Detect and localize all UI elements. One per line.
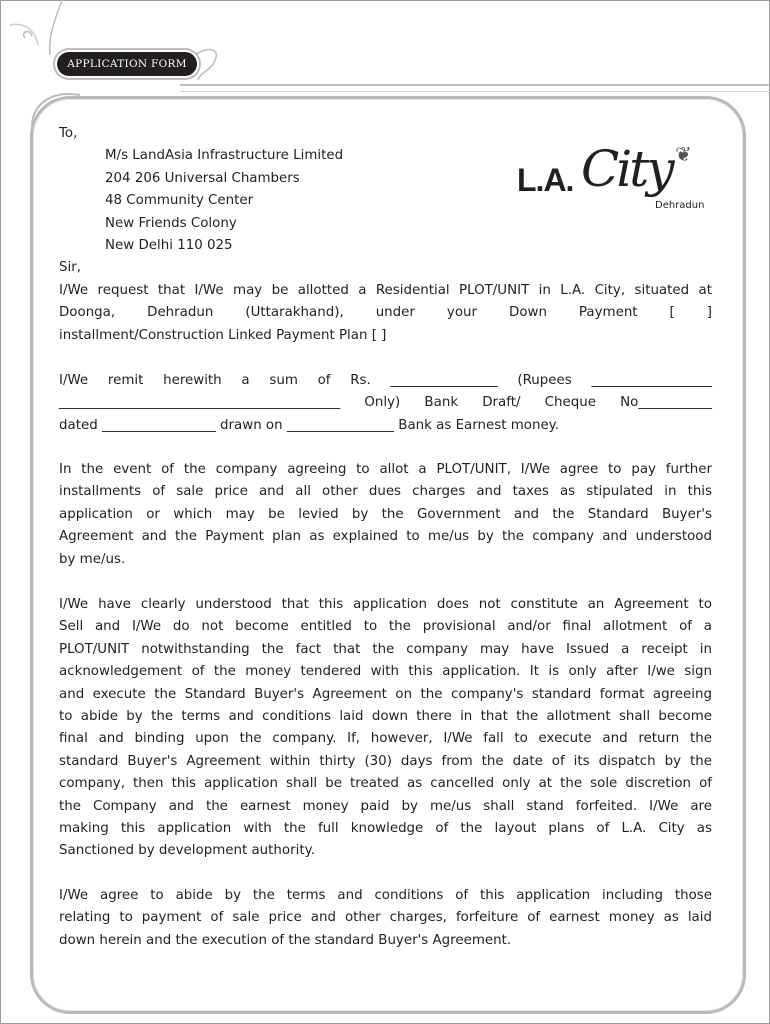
paragraph-understanding xyxy=(59,594,712,863)
text-line: relating to payment of sale price and other charges, forfeiture of earnest money as laid xyxy=(59,910,712,926)
address-line: M/s LandAsia Infrastructure Limited xyxy=(105,148,344,164)
text-line: Agreement and the Payment plan as explained to me/us by the company and understood xyxy=(59,529,712,545)
text-line: the Company and the earnest money paid by me/us shall stand forfeited. I/We are xyxy=(59,798,712,814)
text-line: installments of sale price and all other dues charges and taxes as stipulated in this xyxy=(59,484,712,500)
butterfly-icon: ❦ xyxy=(675,142,692,166)
address-block xyxy=(59,123,712,280)
text-line: final and binding upon the company. If, however, I/We fall to execute and return the xyxy=(59,731,712,747)
text-line: In the event of the company agreeing to allot a PLOT/UNIT, I/We agree to pay further xyxy=(59,462,712,477)
address-line: 204 206 Universal Chambers xyxy=(105,170,300,186)
address-line: New Delhi 110 025 xyxy=(105,238,233,254)
logo-location: Dehradun xyxy=(655,200,705,211)
text-line: Doonga, Dehradun (Uttarakhand), under your Down Payment [ ] xyxy=(59,305,712,321)
paragraph-remittance xyxy=(59,370,712,437)
text-line: Sanctioned by development authority. xyxy=(59,843,315,859)
form-title-badge: APPLICATION FORM xyxy=(57,52,197,76)
text-line: installment/Construction Linked Payment Plan [ ] xyxy=(59,327,387,343)
greeting: Sir, xyxy=(59,260,81,276)
paragraph-installments xyxy=(59,459,712,571)
paragraph-request xyxy=(59,280,712,347)
text-line: I/We request that I/We may be allotted a Residential PLOT/UNIT in L.A. City, situated at xyxy=(59,283,712,298)
text-line: Sell and I/We do not become entitled to the provisional and/or final allotment of a xyxy=(59,619,712,635)
text-line: company, then this application shall be treated as cancelled only at the sole discretion of xyxy=(59,776,712,792)
text-line: PLOT/UNIT notwithstanding the fact that the company may have Issued a receipt in xyxy=(59,641,712,657)
text-line: standard Buyer's Agreement within thirty (30) days from the date of its dispatch by the xyxy=(59,753,712,769)
paragraph-agreement xyxy=(59,885,712,952)
text-line: I/We have clearly understood that this application does not constitute an Agreement to xyxy=(59,597,712,612)
text-line: and execute the Standard Buyer's Agreement on the company's standard format agreeing xyxy=(59,686,712,702)
salutation: To, xyxy=(59,126,78,141)
logo-script: City xyxy=(581,140,672,198)
text-line: down herein and the execution of the standard Buyer's Agreement. xyxy=(59,932,512,948)
text-line: making this application with the full knowledge of the layout plans of L.A. City as xyxy=(59,821,712,837)
text-line: I/We agree to abide by the terms and conditions of this application including those xyxy=(59,888,712,903)
text-line: application or which may be levied by the Government and the Standard Buyer's xyxy=(59,506,712,522)
text-line: to abide by the terms and conditions laid down there in that the allotment shall become xyxy=(59,709,712,725)
text-line: acknowledgement of the money tendered with this application. It is only after I/we sign xyxy=(59,664,712,680)
text-line: by me/us. xyxy=(59,551,126,567)
text-line: dated _________________ drawn on ________________ Bank as Earnest money. xyxy=(59,417,559,433)
text-line: I/We remit herewith a sum of Rs. ________________ (Rupees __________________ xyxy=(59,373,712,388)
address-line: 48 Community Center xyxy=(105,193,254,209)
text-line: __________________________________________ Only) Bank Draft/ Cheque No___________ xyxy=(59,395,712,411)
logo-brand: L.A. xyxy=(517,162,574,198)
address-line: New Friends Colony xyxy=(105,215,237,231)
header-rule xyxy=(180,84,770,92)
